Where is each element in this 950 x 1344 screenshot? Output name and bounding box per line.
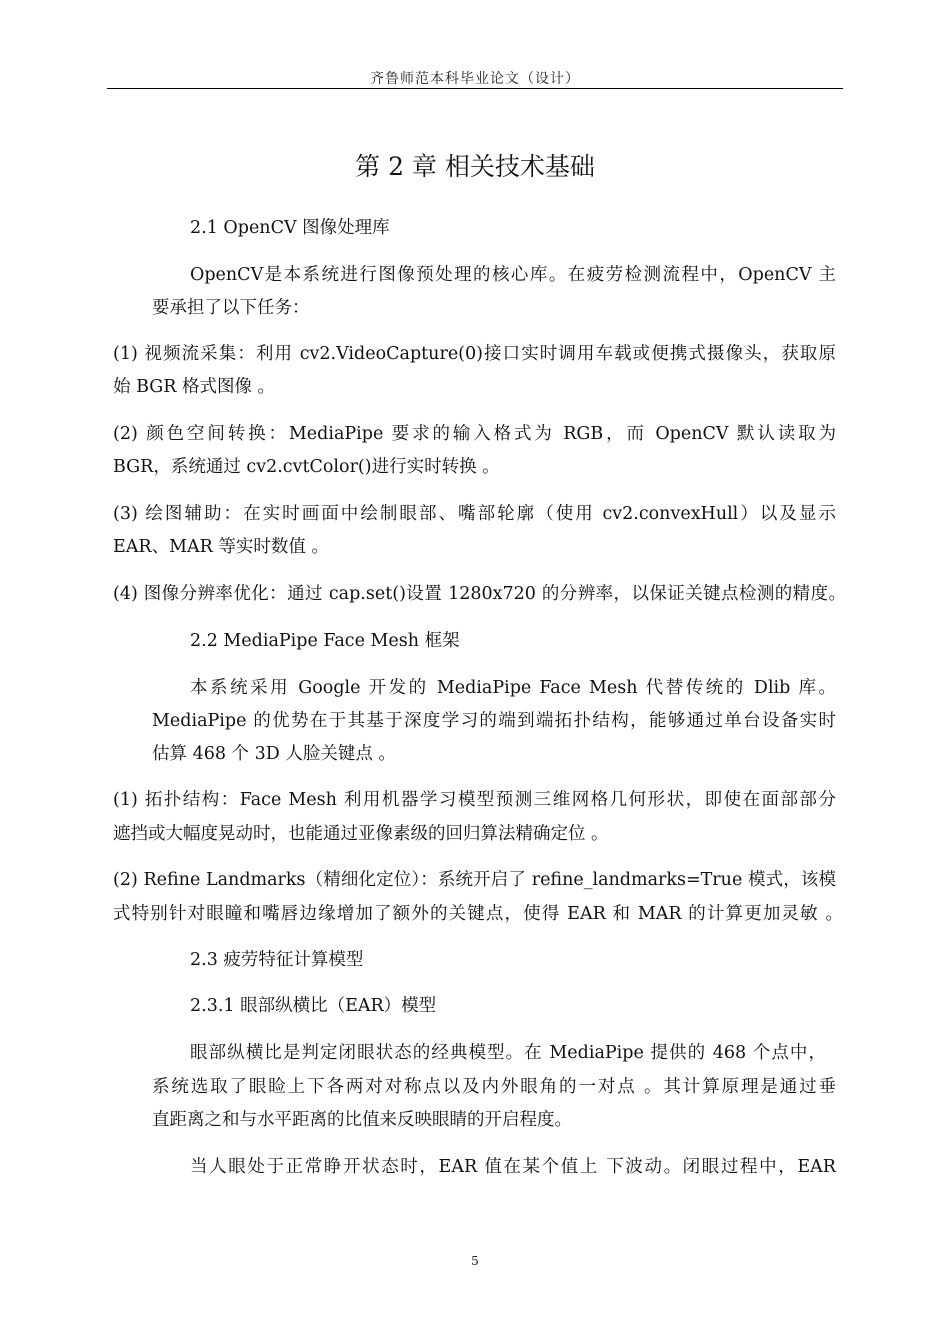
section-heading-2-3: 2.3 疲劳特征计算模型 [190,950,364,970]
running-header: 齐鲁师范本科毕业论文（设计） [370,71,580,87]
paragraph-line: 本系统采用 Google 开发的 MediaPipe Face Mesh 代替传统的 Dlib 库。 [190,678,836,698]
paragraph-line: OpenCV是本系统进行图像预处理的核心库。在疲劳检测流程中，OpenCV 主 [190,265,836,285]
section-heading-2-2: 2.2 MediaPipe Face Mesh 框架 [190,631,460,651]
list-item-line: (2) Refine Landmarks（精细化定位）：系统开启了 refine_landmarks=True 模式，该模 [113,870,836,890]
paragraph-line: 系统选取了眼睑上下各两对对称点以及内外眼角的一对点 。其计算原理是通过垂 [152,1077,836,1097]
list-item-line: (1) 视频流采集：利用 cv2.VideoCapture(0)接口实时调用车载或便携式摄像头，获取原 [113,344,836,364]
list-item-line: (1) 拓扑结构：Face Mesh 利用机器学习模型预测三维网格几何形状，即使在面部部分 [113,790,836,810]
list-item-line: (2) 颜色空间转换：MediaPipe 要求的输入格式为 RGB，而 OpenCV 默认读取为 [113,424,836,444]
paragraph-line: 当人眼处于正常睁开状态时，EAR 值在某个值上 下波动。闭眼过程中，EAR [190,1157,836,1177]
paragraph-line: 直距离之和与水平距离的比值来反映眼睛的开启程度。 [152,1110,572,1130]
header-rule [107,88,843,89]
chapter-title: 第 2 章 相关技术基础 [355,152,595,181]
paragraph-line: 眼部纵横比是判定闭眼状态的经典模型。在 MediaPipe 提供的 468 个点中， [190,1043,826,1063]
section-heading-2-1: 2.1 OpenCV 图像处理库 [190,218,390,238]
paragraph-line: 估算 468 个 3D 人脸关键点 。 [152,744,396,764]
list-item-line: BGR，系统通过 cv2.cvtColor()进行实时转换 。 [113,457,500,477]
list-item-line: 遮挡或大幅度晃动时，也能通过亚像素级的回归算法精确定位 。 [113,824,609,844]
list-item-line: 始 BGR 格式图像 。 [113,377,276,397]
list-item-line: (3) 绘图辅助：在实时画面中绘制眼部、嘴部轮廓（使用 cv2.convexHull）以及显示 [113,504,836,524]
list-item-line: 式特别针对眼瞳和嘴唇边缘增加了额外的关键点，使得 EAR 和 MAR 的计算更加灵敏 。 [113,904,843,924]
subsection-heading-2-3-1: 2.3.1 眼部纵横比（EAR）模型 [190,996,437,1016]
list-item-line: EAR、MAR 等实时数值 。 [113,537,329,557]
page-number: 5 [471,1254,479,1268]
paragraph-line: 要承担了以下任务： [152,298,310,318]
list-item-line: (4) 图像分辨率优化：通过 cap.set()设置 1280x720 的分辨率，以保证关键点检测的精度。 [113,584,846,604]
paragraph-line: MediaPipe 的优势在于其基于深度学习的端到端拓扑结构，能够通过单台设备实时 [152,711,836,731]
